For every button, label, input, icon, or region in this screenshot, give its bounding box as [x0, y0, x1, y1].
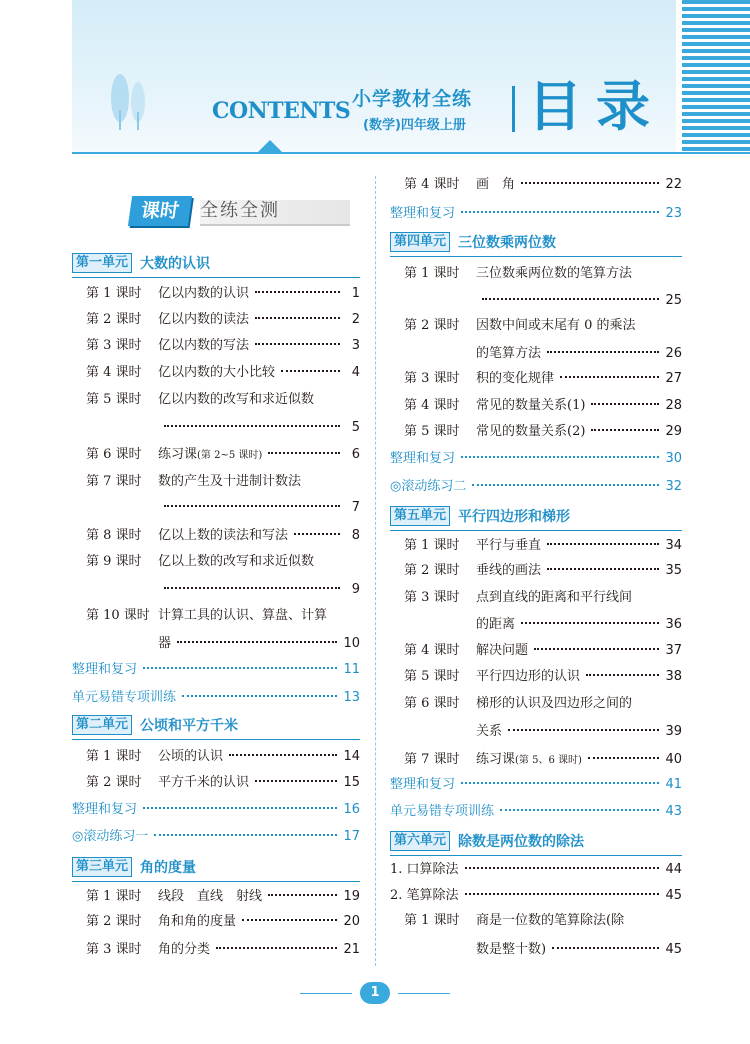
leader-dots — [508, 729, 659, 731]
lesson-entry-continued — [476, 344, 682, 364]
unit-tag: 第六单元 — [390, 831, 450, 851]
lesson-title: 平行与垂直 — [476, 538, 542, 553]
lesson-number: 第 2 课时 — [404, 563, 460, 578]
header-stripes — [682, 0, 750, 152]
page-number: 1 — [360, 982, 390, 1004]
lesson-note: (第 5、6 课时) — [515, 755, 582, 766]
section-entry — [390, 860, 682, 880]
page-ref: 19 — [343, 889, 360, 904]
leader-dots — [255, 343, 340, 345]
leader-dots — [465, 893, 660, 895]
leader-dots — [229, 754, 337, 756]
leader-dots — [281, 370, 340, 372]
page-ref: 26 — [665, 346, 682, 361]
page-ref: 8 — [351, 528, 360, 543]
footer-rule-left — [300, 993, 352, 994]
lesson-entry — [86, 606, 360, 626]
lesson-number: 第 9 课时 — [86, 554, 142, 569]
lesson-title: 线段 直线 射线 — [158, 889, 263, 904]
lesson-entry — [86, 887, 360, 907]
review-entry — [390, 775, 682, 795]
lesson-title: 梯形的认识及四边形之间的 — [476, 696, 633, 711]
page-ref: 32 — [665, 479, 682, 494]
leader-dots — [591, 429, 659, 431]
lesson-number: 第 2 课时 — [86, 914, 142, 929]
lesson-entry-continued — [476, 615, 682, 635]
contents-label: CONTENTS — [212, 98, 351, 124]
unit-tag: 第五单元 — [390, 506, 450, 526]
lesson-entry — [86, 747, 360, 767]
lesson-title-continued: 数是整十数) — [476, 942, 547, 957]
leader-dots — [242, 919, 337, 921]
lesson-number: 第 1 课时 — [404, 913, 460, 928]
lesson-title-continued: 的距离 — [476, 617, 516, 632]
lesson-number: 第 3 课时 — [404, 371, 460, 386]
leader-dots — [143, 807, 337, 809]
leader-dots — [182, 695, 337, 697]
leader-dots — [177, 641, 337, 643]
lesson-entry — [404, 175, 682, 195]
section-badge-box: 课时 — [128, 196, 192, 226]
lesson-title: 平方千米的认识 — [158, 775, 250, 790]
lesson-title: 公顷的认识 — [158, 749, 224, 764]
lesson-title: 常见的数量关系(2) — [476, 424, 586, 439]
page-ref: 11 — [343, 662, 360, 677]
lesson-entry-continued — [476, 722, 682, 742]
lesson-title: 垂线的画法 — [476, 563, 542, 578]
leader-dots — [216, 947, 337, 949]
lesson-title: 点到直线的距离和平行线间 — [476, 590, 633, 605]
lesson-title: 画 角 — [476, 177, 516, 192]
page-ref: 4 — [351, 365, 360, 380]
review-title: 单元易错专项训练 — [72, 690, 177, 705]
lesson-entry — [404, 316, 682, 336]
page-ref: 38 — [665, 669, 682, 684]
lesson-entry — [404, 264, 682, 284]
lesson-entry — [86, 940, 360, 960]
lesson-number: 第 3 课时 — [404, 590, 460, 605]
lesson-title: 因数中间或末尾有 0 的乘法 — [476, 318, 636, 333]
page-ref: 43 — [665, 804, 682, 819]
section-entry — [390, 886, 682, 906]
lesson-title: 亿以内数的读法 — [158, 312, 250, 327]
lesson-number: 第 7 课时 — [404, 752, 460, 767]
lesson-entry — [86, 445, 360, 466]
unit-heading — [390, 231, 682, 253]
review-entry — [72, 827, 360, 847]
page-title: 目录 — [528, 75, 664, 138]
lesson-number: 第 3 课时 — [86, 338, 142, 353]
unit-underline — [390, 256, 682, 257]
lesson-title: 解决问题 — [476, 643, 529, 658]
page-ref: 20 — [343, 914, 360, 929]
leader-dots — [547, 351, 659, 353]
page-ref: 22 — [665, 177, 682, 192]
header-notch — [258, 140, 282, 152]
page-ref: 5 — [351, 420, 360, 435]
lesson-number: 第 4 课时 — [404, 398, 460, 413]
leader-dots — [521, 622, 659, 624]
lesson-entry — [86, 552, 360, 572]
unit-underline — [390, 530, 682, 531]
section-title: 2. 笔算除法 — [390, 888, 459, 903]
lesson-title: 平行四边形的认识 — [476, 669, 581, 684]
unit-underline — [390, 855, 682, 856]
leader-dots — [547, 543, 659, 545]
page-ref: 21 — [343, 942, 360, 957]
lesson-number: 第 5 课时 — [86, 392, 142, 407]
lesson-title: 亿以内数的改写和求近似数 — [158, 392, 315, 407]
lesson-entry — [86, 390, 360, 410]
leader-dots — [268, 894, 337, 896]
lesson-entry — [86, 526, 360, 546]
lesson-title: 三位数乘两位数的笔算方法 — [476, 266, 633, 281]
unit-underline — [72, 277, 360, 278]
unit-heading — [72, 714, 360, 736]
leader-dots — [255, 780, 337, 782]
lesson-entry — [404, 667, 682, 687]
lesson-title: 角和角的度量 — [158, 914, 237, 929]
lesson-entry — [86, 472, 360, 492]
unit-heading — [390, 830, 682, 852]
leader-dots — [164, 587, 340, 589]
leader-dots — [154, 834, 337, 836]
lesson-number: 第 1 课时 — [86, 889, 142, 904]
book-title: 小学教材全练 — [352, 88, 473, 110]
lesson-title: 亿以内数的认识 — [158, 286, 250, 301]
unit-title: 角的度量 — [140, 860, 197, 876]
lesson-entry-continued — [158, 418, 360, 438]
lesson-number: 第 10 课时 — [86, 608, 150, 623]
page-ref: 25 — [665, 293, 682, 308]
lesson-number: 第 8 课时 — [86, 528, 142, 543]
page-ref: 37 — [665, 643, 682, 658]
leader-dots — [143, 667, 337, 669]
unit-tag: 第一单元 — [72, 253, 132, 273]
review-title: 整理和复习 — [390, 206, 456, 221]
leader-dots — [482, 298, 659, 300]
section-title: 1. 口算除法 — [390, 862, 459, 877]
review-entry — [390, 802, 682, 822]
column-divider — [375, 176, 376, 966]
leader-dots — [461, 782, 659, 784]
review-title: 单元易错专项训练 — [390, 804, 495, 819]
lesson-number: 第 1 课时 — [86, 749, 142, 764]
footer-rule-right — [398, 993, 450, 994]
leader-dots — [552, 947, 659, 949]
leader-dots — [255, 317, 340, 319]
unit-tag: 第四单元 — [390, 232, 450, 252]
unit-title: 公顷和平方千米 — [140, 718, 239, 734]
leader-dots — [534, 648, 659, 650]
lesson-number: 第 5 课时 — [404, 669, 460, 684]
review-title: ◎滚动练习一 — [72, 829, 149, 844]
lesson-entry — [404, 561, 682, 581]
page-ref: 40 — [665, 752, 682, 767]
unit-tag: 第三单元 — [72, 857, 132, 877]
header-rule — [72, 152, 750, 154]
page-ref: 3 — [351, 338, 360, 353]
lesson-number: 第 1 课时 — [404, 538, 460, 553]
tree-decoration-icon — [100, 70, 160, 130]
lesson-title: 亿以上数的改写和求近似数 — [158, 554, 315, 569]
unit-title: 大数的认识 — [140, 256, 211, 272]
page-ref: 30 — [665, 451, 682, 466]
lesson-number: 第 2 课时 — [86, 312, 142, 327]
page-ref: 15 — [343, 775, 360, 790]
review-entry — [390, 477, 682, 497]
lesson-number: 第 4 课时 — [404, 177, 460, 192]
lesson-entry — [404, 911, 682, 931]
page-ref: 45 — [665, 942, 682, 957]
page-ref: 13 — [343, 690, 360, 705]
page-ref: 2 — [351, 312, 360, 327]
unit-tag: 第二单元 — [72, 715, 132, 735]
lesson-number: 第 7 课时 — [86, 474, 142, 489]
unit-heading — [72, 856, 360, 878]
page-ref: 29 — [665, 424, 682, 439]
lesson-number: 第 4 课时 — [404, 643, 460, 658]
lesson-title-continued: 器 — [158, 636, 172, 651]
lesson-entry — [404, 750, 682, 771]
page-ref: 35 — [665, 563, 682, 578]
lesson-entry — [86, 310, 360, 330]
lesson-entry-continued — [158, 580, 360, 600]
review-title: 整理和复习 — [72, 802, 138, 817]
lesson-entry — [404, 694, 682, 714]
page-ref: 45 — [665, 888, 682, 903]
lesson-entry — [86, 284, 360, 304]
leader-dots — [547, 568, 659, 570]
lesson-number: 第 6 课时 — [404, 696, 460, 711]
lesson-title: 亿以内数的写法 — [158, 338, 250, 353]
book-subtitle: (数学)四年级上册 — [363, 118, 466, 133]
leader-dots — [164, 425, 340, 427]
page-ref: 36 — [665, 617, 682, 632]
unit-title: 平行四边形和梯形 — [458, 509, 571, 525]
lesson-title: 亿以上数的读法和写法 — [158, 528, 289, 543]
lesson-title-continued: 关系 — [476, 724, 503, 739]
unit-title: 三位数乘两位数 — [458, 235, 557, 251]
unit-heading — [390, 505, 682, 527]
lesson-entry — [86, 773, 360, 793]
lesson-entry — [404, 369, 682, 389]
leader-dots — [461, 456, 659, 458]
review-entry — [72, 800, 360, 820]
leader-dots — [586, 674, 659, 676]
lesson-entry — [86, 363, 360, 383]
page-ref: 44 — [665, 862, 682, 877]
page-ref: 23 — [665, 206, 682, 221]
lesson-number: 第 1 课时 — [86, 286, 142, 301]
review-entry — [72, 660, 360, 680]
lesson-title-continued: 的笔算方法 — [476, 346, 542, 361]
page-ref: 7 — [351, 500, 360, 515]
leader-dots — [500, 809, 659, 811]
lesson-number: 第 2 课时 — [86, 775, 142, 790]
unit-underline — [72, 739, 360, 740]
section-badge-text: 全练全测 — [200, 200, 350, 226]
lesson-entry — [86, 336, 360, 356]
page-ref: 27 — [665, 371, 682, 386]
lesson-entry — [404, 396, 682, 416]
lesson-entry — [404, 641, 682, 661]
lesson-title: 计算工具的认识、算盘、计算 — [158, 608, 328, 623]
leader-dots — [521, 182, 659, 184]
unit-heading — [72, 252, 360, 274]
lesson-entry — [86, 912, 360, 932]
lesson-number: 第 5 课时 — [404, 424, 460, 439]
lesson-number: 第 3 课时 — [86, 942, 142, 957]
page-ref: 28 — [665, 398, 682, 413]
lesson-entry — [404, 588, 682, 608]
header-divider — [512, 86, 515, 132]
lesson-number: 第 2 课时 — [404, 318, 460, 333]
leader-dots — [268, 452, 340, 454]
leader-dots — [294, 533, 340, 535]
lesson-title: 角的分类 — [158, 942, 211, 957]
leader-dots — [465, 867, 660, 869]
leader-dots — [255, 291, 340, 293]
page-ref: 10 — [343, 636, 360, 651]
lesson-title: 常见的数量关系(1) — [476, 398, 586, 413]
review-entry — [390, 449, 682, 469]
lesson-title: 练习课 — [476, 752, 516, 767]
lesson-number: 第 6 课时 — [86, 447, 142, 462]
leader-dots — [472, 484, 659, 486]
lesson-entry — [404, 536, 682, 556]
page-ref: 1 — [351, 286, 360, 301]
lesson-title: 商是一位数的笔算除法(除 — [476, 913, 625, 928]
page-ref: 17 — [343, 829, 360, 844]
page-ref: 34 — [665, 538, 682, 553]
leader-dots — [588, 757, 660, 759]
page-ref: 39 — [665, 724, 682, 739]
review-entry — [72, 688, 360, 708]
lesson-number: 第 4 课时 — [86, 365, 142, 380]
leader-dots — [164, 505, 340, 507]
review-title: 整理和复习 — [72, 662, 138, 677]
page-ref: 9 — [351, 582, 360, 597]
page-ref: 14 — [343, 749, 360, 764]
page-ref: 16 — [343, 802, 360, 817]
lesson-note: (第 2~5 课时) — [197, 450, 263, 461]
lesson-entry-continued — [158, 498, 360, 518]
lesson-title: 积的变化规律 — [476, 371, 555, 386]
lesson-number: 第 1 课时 — [404, 266, 460, 281]
review-title: ◎滚动练习二 — [390, 479, 467, 494]
leader-dots — [461, 211, 659, 213]
unit-underline — [72, 881, 360, 882]
lesson-title: 亿以内数的大小比较 — [158, 365, 276, 380]
lesson-entry-continued — [476, 940, 682, 960]
leader-dots — [591, 403, 659, 405]
page-ref: 41 — [665, 777, 682, 792]
lesson-title: 练习课 — [158, 447, 198, 462]
leader-dots — [560, 376, 659, 378]
review-title: 整理和复习 — [390, 451, 456, 466]
lesson-entry — [404, 422, 682, 442]
page-ref: 6 — [351, 447, 360, 462]
lesson-entry-continued — [158, 634, 360, 654]
review-entry — [390, 204, 682, 224]
review-title: 整理和复习 — [390, 777, 456, 792]
unit-title: 除数是两位数的除法 — [458, 834, 585, 850]
lesson-title: 数的产生及十进制计数法 — [158, 474, 302, 489]
lesson-entry-continued — [476, 291, 682, 311]
